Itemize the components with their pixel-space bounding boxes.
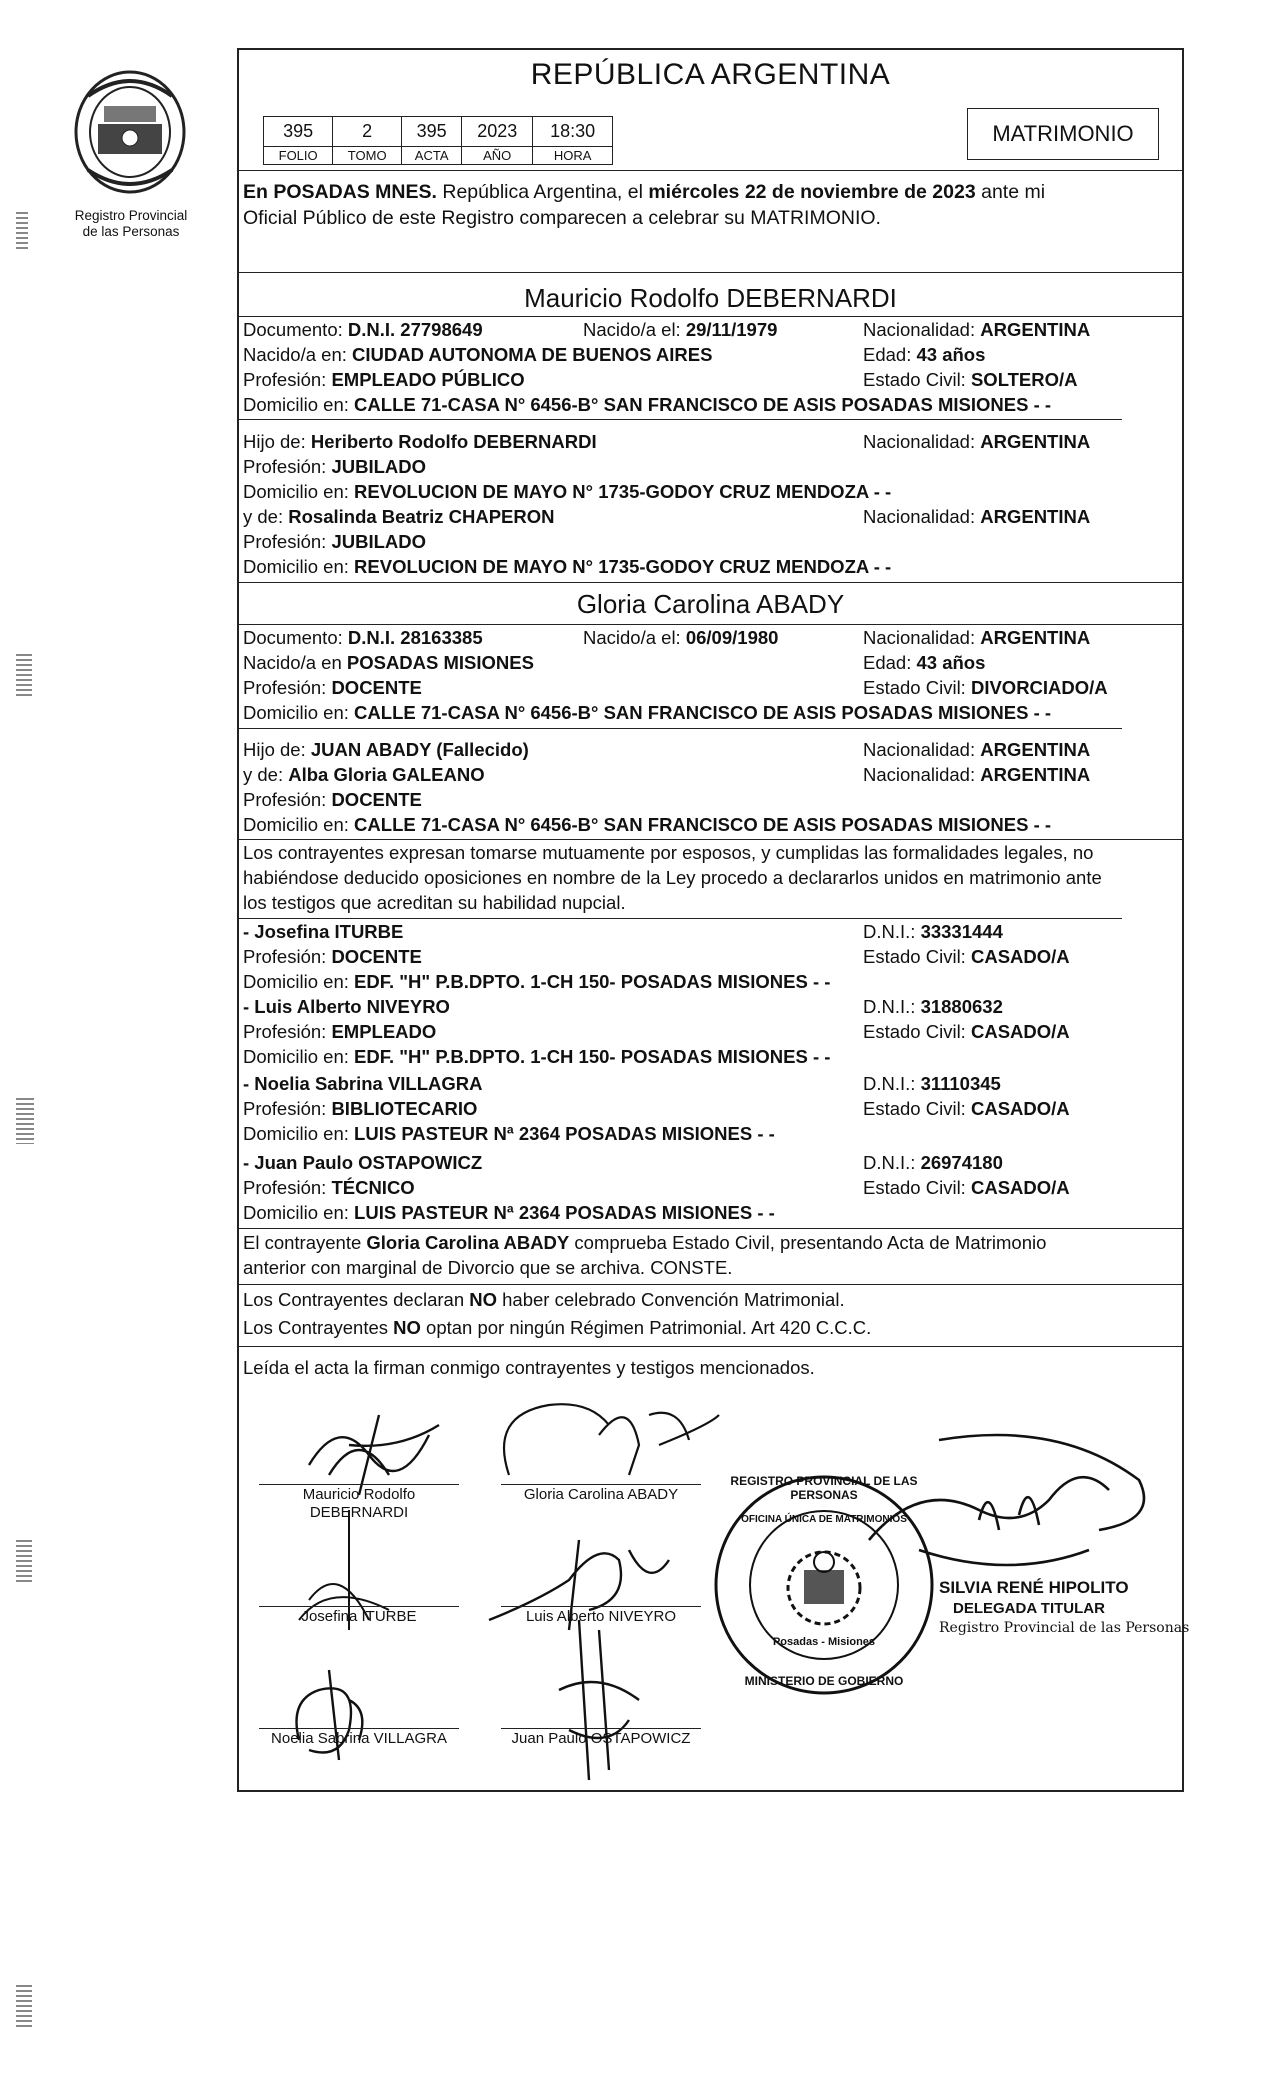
groom-nationality: ARGENTINA	[980, 319, 1091, 340]
bride-nationality: ARGENTINA	[980, 627, 1091, 648]
bride-dni: D.N.I. 28163385	[347, 627, 483, 648]
bride-address-row	[243, 701, 1176, 725]
tomo-value: 2	[333, 117, 402, 147]
bride-mother-profession: DOCENTE	[331, 789, 422, 810]
act-number-grid	[263, 116, 613, 165]
sig-name: Mauricio Rodolfo	[302, 1486, 416, 1503]
groom-address-row	[243, 393, 1176, 417]
hora-label: HORA	[533, 147, 613, 165]
label: Nacido/a en	[243, 652, 347, 673]
registry-line2: de las Personas	[82, 224, 180, 239]
bride-mother-address: CALLE 71-CASA N° 6456-B° SAN FRANCISCO DE ASIS POSADAS MISIONES - -	[354, 814, 1052, 835]
closing-statement: Leída el acta la firman conmigo contrayentes y testigos mencionados.	[243, 1357, 815, 1378]
province-seal	[68, 66, 192, 198]
label: Nacionalidad:	[863, 506, 981, 527]
groom-father: Heriberto Rodolfo DEBERNARDI	[310, 431, 597, 452]
label: Profesión:	[243, 789, 332, 810]
label: Estado Civil:	[863, 1177, 971, 1198]
certificate-frame	[237, 48, 1190, 1792]
label: y de:	[243, 506, 289, 527]
label: Edad:	[863, 344, 917, 365]
label: Edad:	[863, 652, 917, 673]
label: Hijo de:	[243, 431, 311, 452]
bride-name: Gloria Carolina ABADY	[576, 589, 845, 619]
witness-3-prof-row	[243, 1097, 1176, 1121]
groom-father-prof-row	[243, 455, 1176, 479]
scan-speck	[16, 1098, 34, 1144]
bride-mother-addr-row	[243, 813, 1176, 837]
stamp-place-text: Posadas - Misiones	[772, 1636, 876, 1648]
label: Domicilio en:	[243, 702, 355, 723]
convention-text: haber celebrado Convención Matrimonial.	[497, 1289, 845, 1310]
intro-text: República Argentina, el	[436, 181, 649, 203]
divider	[239, 1346, 1182, 1347]
sig-name: DEBERNARDI	[309, 1504, 409, 1521]
label: Documento:	[243, 319, 348, 340]
note-text: El contrayente	[243, 1232, 367, 1253]
groom-father-address: REVOLUCION DE MAYO N° 1735-GODOY CRUZ MENDOZA - -	[354, 481, 892, 502]
official-name: SILVIA RENÉ HIPOLITO	[939, 1578, 1129, 1597]
label: Profesión:	[243, 531, 332, 552]
witness-civil-status: CASADO/A	[970, 1021, 1070, 1042]
label: Estado Civil:	[863, 1021, 971, 1042]
witness-profession: TÉCNICO	[331, 1177, 415, 1198]
label: Profesión:	[243, 1098, 332, 1119]
bride-profession-row	[243, 676, 1176, 700]
bride-birthplace-row	[243, 651, 1176, 675]
label: Profesión:	[243, 946, 332, 967]
scan-speck	[16, 1985, 32, 2027]
acta-value: 395	[402, 117, 462, 147]
bride-birth-date: 06/09/1980	[685, 627, 779, 648]
label: Nacionalidad:	[863, 319, 981, 340]
scan-speck	[16, 1540, 32, 1582]
witness-address: LUIS PASTEUR Nª 2364 POSADAS MISIONES - -	[354, 1123, 775, 1144]
groom-address: CALLE 71-CASA N° 6456-B° SAN FRANCISCO DE ASIS POSADAS MISIONES - -	[354, 394, 1052, 415]
bride-father-row	[243, 738, 1176, 762]
ano-value: 2023	[462, 117, 533, 147]
bride-mother-nationality: ARGENTINA	[980, 764, 1091, 785]
convention-line2	[243, 1316, 1176, 1340]
scan-speck	[16, 654, 32, 696]
divider	[239, 918, 1122, 919]
bride-address: CALLE 71-CASA N° 6456-B° SAN FRANCISCO DE ASIS POSADAS MISIONES - -	[354, 702, 1052, 723]
declaration-line2: habiéndose deducido oposiciones en nombre de la Ley procedo a declararlos unidos en matrimonio ante	[243, 867, 1102, 888]
bride-father: JUAN ABADY (Fallecido)	[310, 739, 529, 760]
divider	[239, 1228, 1182, 1229]
intro-line1	[243, 180, 1176, 204]
groom-mother: Rosalinda Beatriz CHAPERON	[288, 506, 555, 527]
registry-line1: Registro Provincial	[74, 208, 188, 223]
label: Profesión:	[243, 369, 332, 390]
groom-birthplace: CIUDAD AUTONOMA DE BUENOS AIRES	[352, 344, 713, 365]
stamp-bottom-text: MINISTERIO DE GOBIERNO	[744, 1674, 904, 1688]
label: Profesión:	[243, 1177, 332, 1198]
label: D.N.I.:	[863, 1073, 921, 1094]
bride-profession: DOCENTE	[331, 677, 422, 698]
divider	[239, 582, 1182, 583]
groom-birthplace-row	[243, 343, 1176, 367]
official-signature-scribble	[859, 1420, 1159, 1590]
witness-1-prof-row	[243, 945, 1176, 969]
label: Profesión:	[243, 677, 332, 698]
signature-line	[259, 1728, 459, 1729]
witness-1-addr-row	[243, 970, 1176, 994]
label: Nacionalidad:	[863, 739, 981, 760]
witness-name: - Luis Alberto NIVEYRO	[243, 996, 450, 1017]
declaration-line1: Los contrayentes expresan tomarse mutuamente por esposos, y cumplidas las formalidades legales, no	[243, 842, 1094, 863]
groom-mother-row	[243, 505, 1176, 529]
groom-mother-nationality: ARGENTINA	[980, 506, 1091, 527]
witness-name: - Juan Paulo OSTAPOWICZ	[243, 1152, 483, 1173]
bride-birthplace: POSADAS MISIONES	[346, 652, 534, 673]
label: Hijo de:	[243, 739, 311, 760]
groom-profession: EMPLEADO PÚBLICO	[331, 369, 525, 390]
document-title: REPÚBLICA ARGENTINA	[530, 58, 891, 91]
divider	[239, 272, 1182, 273]
hora-value: 18:30	[533, 117, 613, 147]
label: Nacionalidad:	[863, 627, 981, 648]
groom-dni: D.N.I. 27798649	[347, 319, 483, 340]
label: Profesión:	[243, 1021, 332, 1042]
witness-address: LUIS PASTEUR Nª 2364 POSADAS MISIONES - -	[354, 1202, 775, 1223]
groom-father-nationality: ARGENTINA	[980, 431, 1091, 452]
act-type: MATRIMONIO	[992, 121, 1134, 146]
label: Domicilio en:	[243, 1202, 355, 1223]
signature-label-witness4: Juan Paulo OSTAPOWICZ	[511, 1730, 691, 1747]
label: Estado Civil:	[863, 1098, 971, 1119]
convention-line1	[243, 1288, 1176, 1312]
convention-no: NO	[393, 1317, 421, 1338]
label: Nacionalidad:	[863, 764, 981, 785]
groom-mother-addr-row	[243, 555, 1176, 579]
groom-mother-address: REVOLUCION DE MAYO N° 1735-GODOY CRUZ MENDOZA - -	[354, 556, 892, 577]
witness-2-name-row	[243, 995, 1176, 1019]
signature-label-witness2: Luis Alberto NIVEYRO	[525, 1608, 677, 1625]
witness-4-prof-row	[243, 1176, 1176, 1200]
label: Domicilio en:	[243, 1046, 355, 1067]
bride-mother: Alba Gloria GALEANO	[288, 764, 485, 785]
signature-line	[259, 1606, 459, 1607]
bride-doc-row	[243, 626, 1176, 650]
groom-father-profession: JUBILADO	[331, 456, 426, 477]
bride-age: 43 años	[916, 652, 986, 673]
note-line1	[243, 1231, 1176, 1255]
intro-text-end: ante mi	[975, 181, 1046, 203]
witness-1-name-row	[243, 920, 1176, 944]
witness-3-name-row	[243, 1072, 1176, 1096]
witness-profession: BIBLIOTECARIO	[331, 1098, 478, 1119]
note-text-end: comprueba Estado Civil, presentando Acta de Matrimonio	[569, 1232, 1047, 1253]
signature-scribble-2	[489, 1385, 729, 1495]
note-line2: anterior con marginal de Divorcio que se archiva. CONSTE.	[243, 1257, 733, 1278]
divider	[239, 1284, 1182, 1285]
label: Estado Civil:	[863, 369, 971, 390]
witness-dni: 26974180	[920, 1152, 1003, 1173]
note-name: Gloria Carolina ABADY	[366, 1232, 570, 1253]
divider	[239, 170, 1182, 171]
groom-profession-row	[243, 368, 1176, 392]
label: Documento:	[243, 627, 348, 648]
signature-label-witness1: Josefina ITURBE	[301, 1608, 417, 1625]
witness-name: - Noelia Sabrina VILLAGRA	[243, 1073, 483, 1094]
registry-name	[56, 208, 206, 240]
witness-civil-status: CASADO/A	[970, 1098, 1070, 1119]
groom-doc-row	[243, 318, 1176, 342]
scan-speck	[16, 212, 28, 250]
divider	[239, 419, 1122, 420]
witness-profession: EMPLEADO	[331, 1021, 437, 1042]
tomo-label: TOMO	[333, 147, 402, 165]
intro-line2: Oficial Público de este Registro comparecen a celebrar su MATRIMONIO.	[243, 207, 881, 229]
witness-3-addr-row	[243, 1122, 1176, 1146]
signature-label-bride: Gloria Carolina ABADY	[523, 1486, 679, 1503]
signature-line	[501, 1606, 701, 1607]
groom-mother-profession: JUBILADO	[331, 531, 426, 552]
groom-age: 43 años	[916, 344, 986, 365]
label: Estado Civil:	[863, 677, 971, 698]
witness-dni: 33331444	[920, 921, 1003, 942]
acta-label: ACTA	[402, 147, 462, 165]
groom-birth-date: 29/11/1979	[685, 319, 778, 340]
label: y de:	[243, 764, 289, 785]
signature-line	[501, 1728, 701, 1729]
label: D.N.I.:	[863, 921, 921, 942]
witness-2-addr-row	[243, 1045, 1176, 1069]
witness-4-name-row	[243, 1151, 1176, 1175]
ano-label: AÑO	[462, 147, 533, 165]
label: Nacido/a el:	[583, 319, 686, 340]
convention-no: NO	[469, 1289, 497, 1310]
label: Estado Civil:	[863, 946, 971, 967]
stamp-inner-text: OFICINA ÚNICA DE MATRIMONIOS	[741, 1514, 907, 1525]
witness-profession: DOCENTE	[331, 946, 422, 967]
groom-name: Mauricio Rodolfo DEBERNARDI	[524, 283, 897, 313]
label: Domicilio en:	[243, 556, 355, 577]
witness-address: EDF. "H" P.B.DPTO. 1-CH 150- POSADAS MISIONES - -	[354, 1046, 831, 1067]
signature-label-witness3: Noelia Sabrina VILLAGRA	[271, 1730, 447, 1747]
label: Domicilio en:	[243, 1123, 355, 1144]
signature-scribble-6	[539, 1610, 659, 1790]
convention-text: Los Contrayentes	[243, 1317, 394, 1338]
folio-value: 395	[264, 117, 333, 147]
groom-father-row	[243, 430, 1176, 454]
intro-place: En POSADAS MNES.	[243, 181, 437, 203]
groom-civil-status: SOLTERO/A	[970, 369, 1078, 390]
label: Domicilio en:	[243, 971, 355, 992]
label: Nacido/a el:	[583, 627, 686, 648]
signature-line	[259, 1484, 459, 1485]
label: Profesión:	[243, 456, 332, 477]
label: Domicilio en:	[243, 814, 355, 835]
label: D.N.I.:	[863, 996, 921, 1017]
stamp-outer-text: REGISTRO PROVINCIAL DE LAS PERSONAS	[730, 1474, 918, 1502]
witness-civil-status: CASADO/A	[970, 1177, 1070, 1198]
bride-civil-status: DIVORCIADO/A	[970, 677, 1108, 698]
bride-father-nationality: ARGENTINA	[980, 739, 1091, 760]
witness-dni: 31880632	[920, 996, 1003, 1017]
declaration-line3: los testigos que acreditan su habilidad nupcial.	[243, 892, 626, 913]
act-type-box	[967, 108, 1159, 160]
groom-father-addr-row	[243, 480, 1176, 504]
label: D.N.I.:	[863, 1152, 921, 1173]
witness-address: EDF. "H" P.B.DPTO. 1-CH 150- POSADAS MISIONES - -	[354, 971, 831, 992]
bride-mother-prof-row	[243, 788, 1176, 812]
witness-civil-status: CASADO/A	[970, 946, 1070, 967]
label: Nacido/a en:	[243, 344, 353, 365]
signature-scribble-5	[269, 1660, 389, 1770]
groom-mother-prof-row	[243, 530, 1176, 554]
official-org: Registro Provincial de las Personas	[939, 1620, 1190, 1636]
intro-date: miércoles 22 de noviembre de 2023	[648, 181, 976, 203]
divider	[239, 839, 1182, 840]
witness-dni: 31110345	[920, 1073, 1001, 1094]
convention-text: optan por ningún Régimen Patrimonial. Art 420 C.C.C.	[420, 1317, 872, 1338]
witness-name: - Josefina ITURBE	[243, 921, 404, 942]
label: Domicilio en:	[243, 394, 355, 415]
bride-mother-row	[243, 763, 1176, 787]
official-title: DELEGADA TITULAR	[953, 1600, 1105, 1617]
label: Domicilio en:	[243, 481, 355, 502]
divider	[239, 624, 1182, 625]
folio-label: FOLIO	[264, 147, 333, 165]
witness-4-addr-row	[243, 1201, 1176, 1225]
convention-text: Los Contrayentes declaran	[243, 1289, 470, 1310]
divider	[239, 316, 1182, 317]
witness-2-prof-row	[243, 1020, 1176, 1044]
label: Nacionalidad:	[863, 431, 981, 452]
signature-line	[501, 1484, 701, 1485]
divider	[239, 728, 1122, 729]
